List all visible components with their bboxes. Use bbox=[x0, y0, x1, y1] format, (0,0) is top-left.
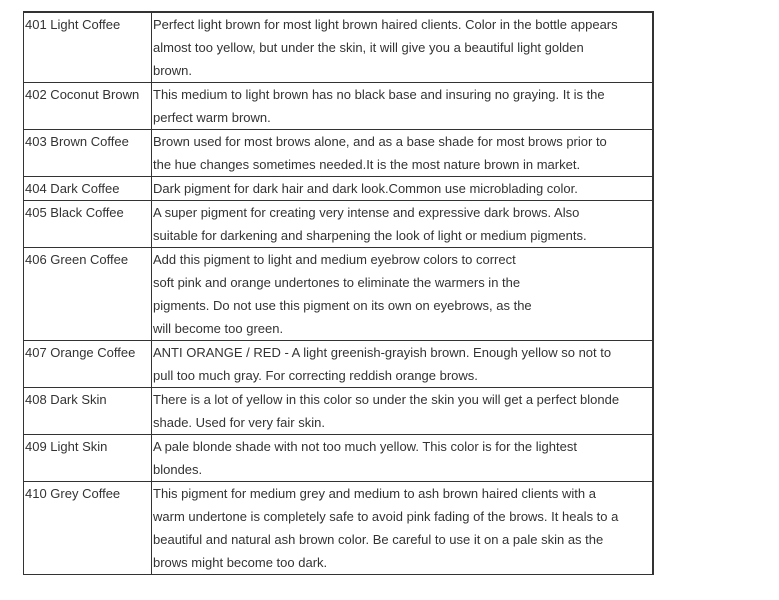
table-row bbox=[24, 83, 654, 130]
description-line: perfect warm brown. bbox=[153, 110, 271, 125]
pigment-name-cell: 403 Brown Coffee bbox=[24, 130, 152, 177]
pigment-name-cell: 405 Black Coffee bbox=[24, 201, 152, 248]
description-line: brown. bbox=[153, 63, 193, 78]
pigment-description-cell bbox=[152, 177, 654, 201]
description-line: will become too green. bbox=[153, 321, 284, 336]
table-row bbox=[24, 201, 654, 248]
description-line: blondes. bbox=[153, 462, 203, 477]
table-row bbox=[24, 388, 654, 435]
description-line: Brown used for most brows alone, and as a base shade for most brows prior to bbox=[153, 134, 607, 149]
pigment-name-cell: 409 Light Skin bbox=[24, 435, 152, 482]
description-line: the hue changes sometimes needed.It is the most nature brown in market. bbox=[153, 157, 581, 172]
description-line: suitable for darkening and sharpening the look of light or medium pigments. bbox=[153, 228, 587, 243]
table-row bbox=[24, 130, 654, 177]
table-row bbox=[24, 177, 654, 201]
pigment-name-cell: 410 Grey Coffee bbox=[24, 482, 152, 575]
description-line: warm undertone is completely safe to avoid pink fading of the brows. It heals to a bbox=[153, 509, 619, 524]
pigment-description-cell bbox=[152, 83, 654, 130]
description-line: almost too yellow, but under the skin, it will give you a beautiful light golden bbox=[153, 40, 584, 55]
pigment-name-cell: 406 Green Coffee bbox=[24, 248, 152, 341]
pigment-description-cell bbox=[152, 201, 654, 248]
description-line: Perfect light brown for most light brown haired clients. Color in the bottle appears bbox=[153, 17, 618, 32]
description-line: There is a lot of yellow in this color so under the skin you will get a perfect blonde bbox=[153, 392, 620, 407]
table-row bbox=[24, 341, 654, 388]
table-row bbox=[24, 248, 654, 341]
description-line: This medium to light brown has no black base and insuring no graying. It is the bbox=[153, 87, 605, 102]
pigment-table-body bbox=[24, 12, 654, 575]
description-line: Add this pigment to light and medium eyebrow colors to correct bbox=[153, 252, 516, 267]
description-line: brows might become too dark. bbox=[153, 555, 328, 570]
pigment-name-cell: 404 Dark Coffee bbox=[24, 177, 152, 201]
pigment-name-cell: 401 Light Coffee bbox=[24, 12, 152, 83]
pigment-description-cell bbox=[152, 12, 654, 83]
description-line: This pigment for medium grey and medium to ash brown haired clients with a bbox=[153, 486, 596, 501]
pigment-description-cell bbox=[152, 248, 654, 341]
pigment-description-cell bbox=[152, 435, 654, 482]
table-row bbox=[24, 435, 654, 482]
table-row bbox=[24, 482, 654, 575]
pigment-description-cell bbox=[152, 388, 654, 435]
description-line: A super pigment for creating very intense and expressive dark brows. Also bbox=[153, 205, 580, 220]
description-line: pull too much gray. For correcting reddish orange brows. bbox=[153, 368, 478, 383]
description-line: soft pink and orange undertones to eliminate the warmers in the bbox=[153, 275, 521, 290]
pigment-color-table bbox=[23, 11, 654, 575]
pigment-description-cell bbox=[152, 341, 654, 388]
description-line: shade. Used for very fair skin. bbox=[153, 415, 325, 430]
table-row bbox=[24, 12, 654, 83]
pigment-name-cell: 402 Coconut Brown bbox=[24, 83, 152, 130]
pigment-name-cell: 407 Orange Coffee bbox=[24, 341, 152, 388]
pigment-description-cell bbox=[152, 130, 654, 177]
description-line: A pale blonde shade with not too much yellow. This color is for the lightest bbox=[153, 439, 577, 454]
description-line: beautiful and natural ash brown color. Be careful to use it on a pale skin as the bbox=[153, 532, 604, 547]
pigment-name-cell: 408 Dark Skin bbox=[24, 388, 152, 435]
pigment-description-cell bbox=[152, 482, 654, 575]
description-line: Dark pigment for dark hair and dark look.Common use microblading color. bbox=[153, 181, 578, 196]
description-line: ANTI ORANGE / RED - A light greenish-grayish brown. Enough yellow so not to bbox=[153, 345, 612, 360]
description-line: pigments. Do not use this pigment on its own on eyebrows, as the bbox=[153, 298, 532, 313]
